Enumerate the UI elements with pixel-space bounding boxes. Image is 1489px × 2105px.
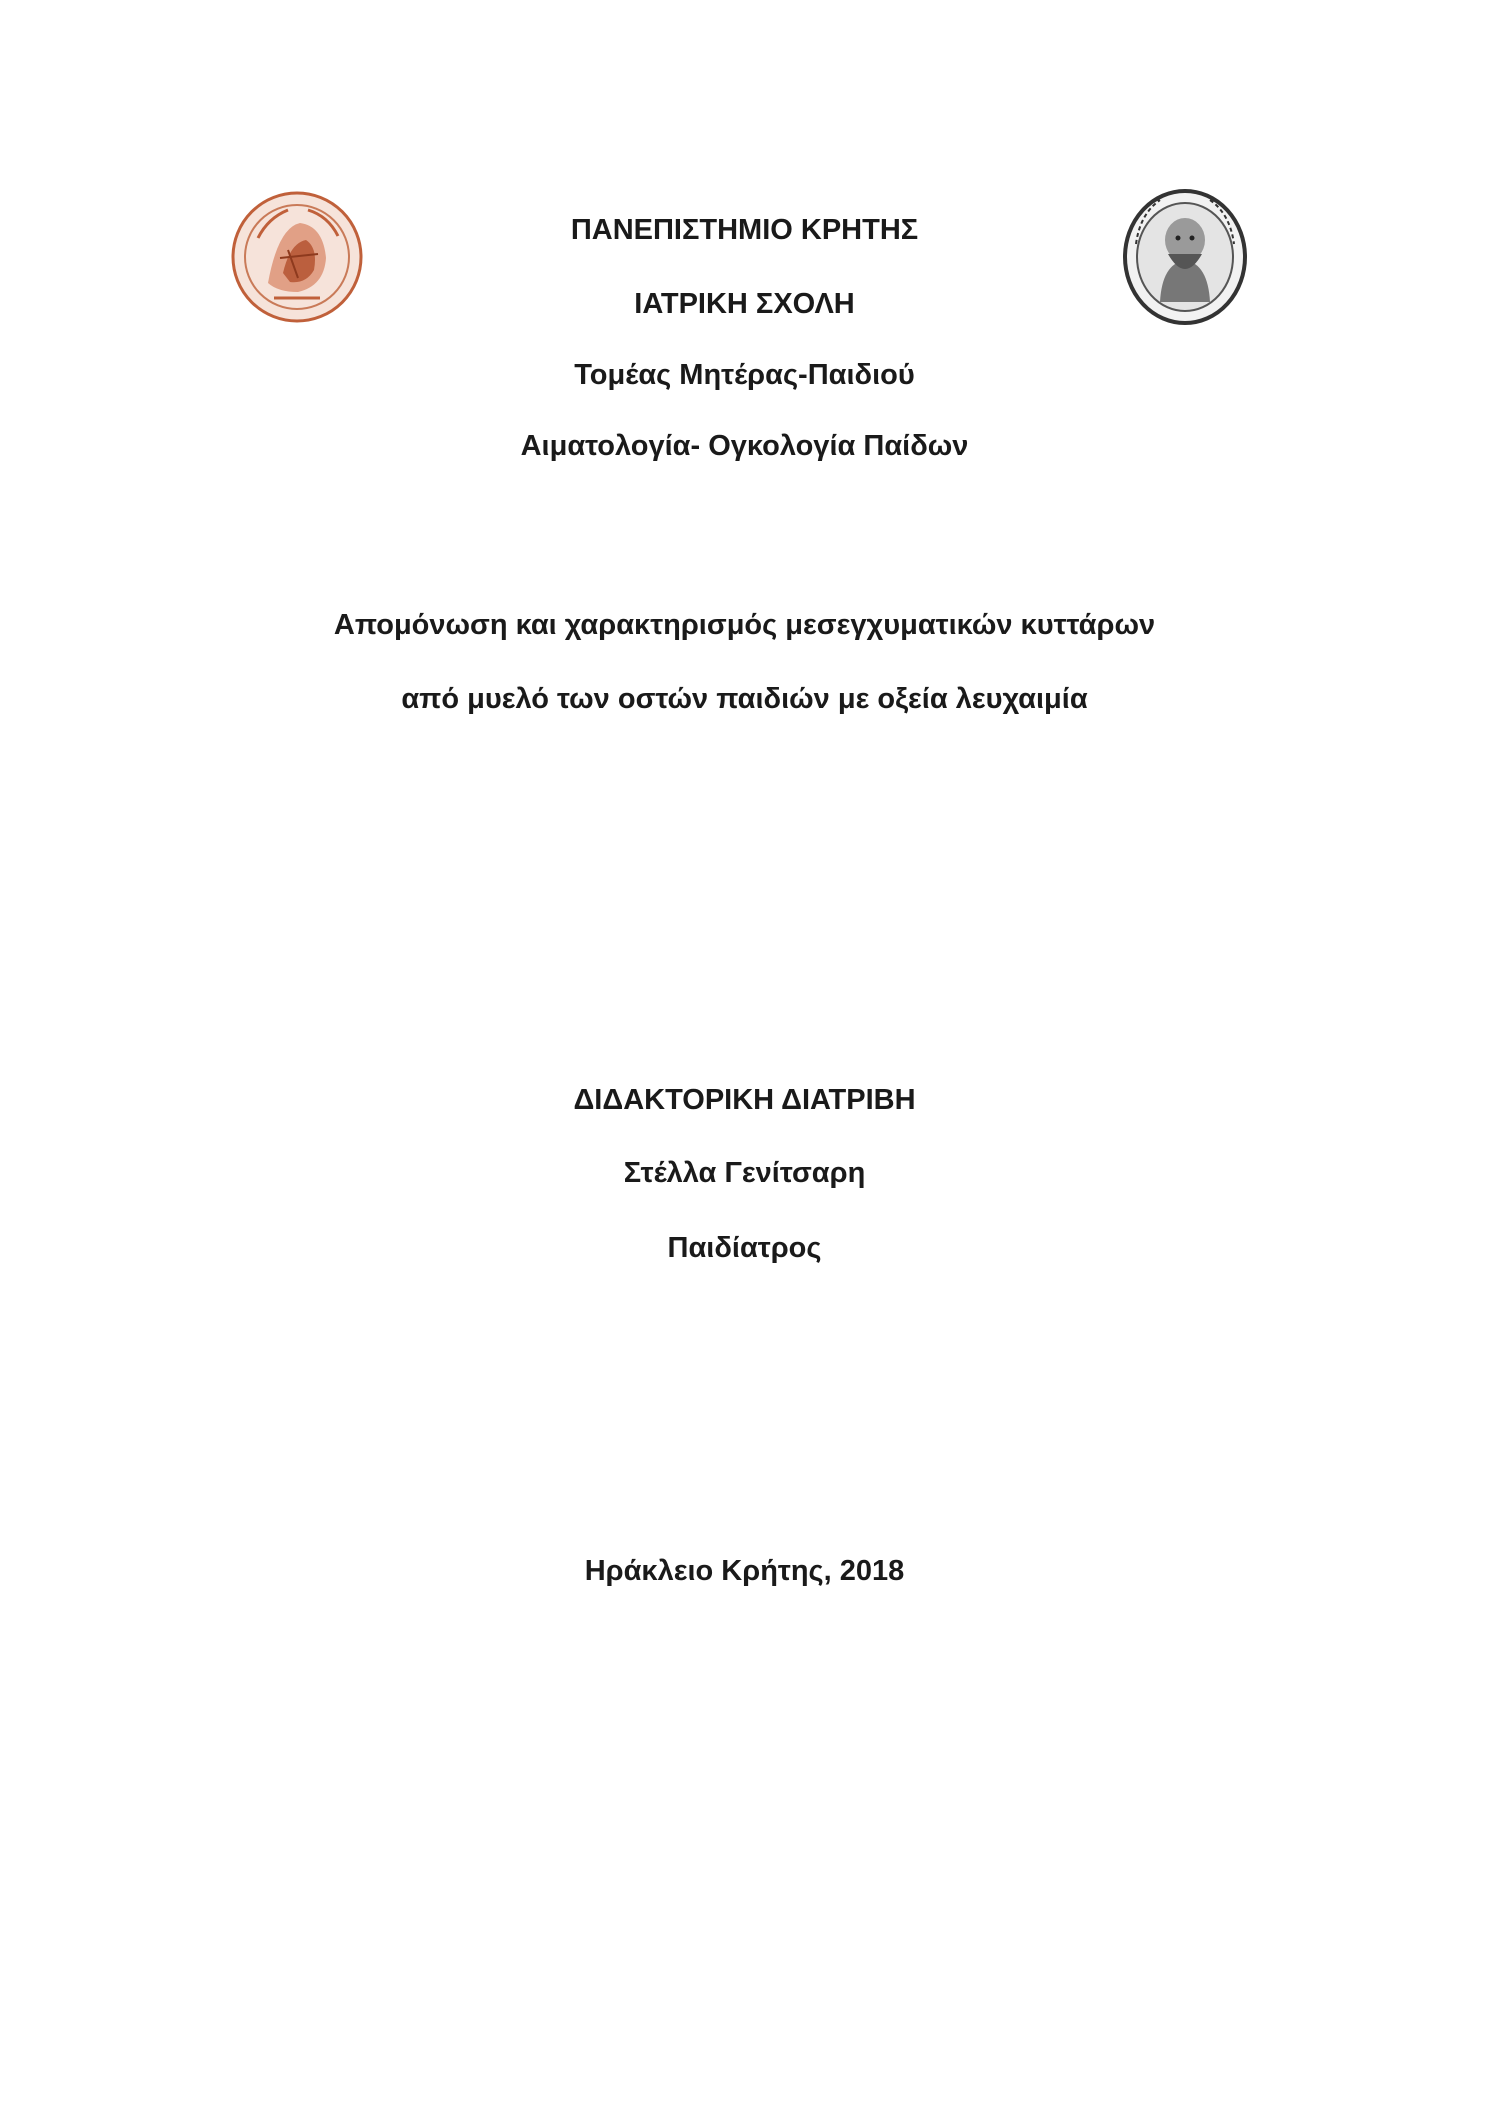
department-name: Τομέας Μητέρας-Παιδιού [574, 359, 915, 391]
school-name: ΙΑΤΡΙΚΗ ΣΧΟΛΗ [634, 288, 855, 320]
place-and-date: Ηράκλειο Κρήτης, 2018 [584, 1555, 905, 1587]
thesis-type: ΔΙΔΑΚΤΟΡΙΚΗ ΔΙΑΤΡΙΒΗ [573, 1084, 916, 1116]
author-profession: Παιδίατρος [667, 1232, 822, 1264]
unit-name: Αιματολογία- Ογκολογία Παίδων [520, 430, 969, 462]
university-name: ΠΑΝΕΠΙΣΤΗΜΙΟ ΚΡΗΤΗΣ [570, 214, 919, 246]
thesis-title-line-2: από μυελό των οστών παιδιών με οξεία λευχαιμία [401, 683, 1088, 715]
author-name: Στέλλα Γενίτσαρη [623, 1157, 866, 1189]
thesis-title-line-1: Απομόνωση και χαρακτηρισμός μεσεγχυματικών κυττάρων [333, 609, 1156, 641]
